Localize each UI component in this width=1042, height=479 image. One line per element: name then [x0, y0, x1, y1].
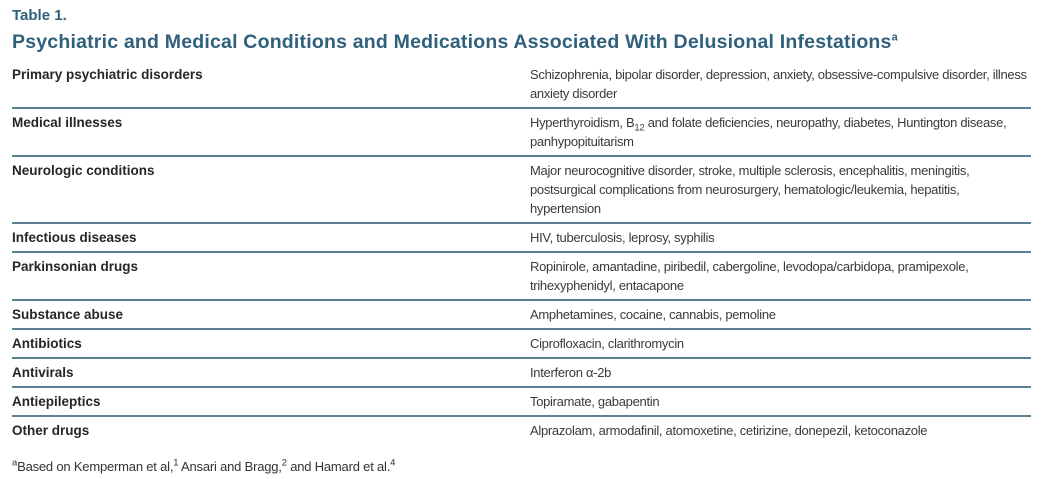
row-details [530, 421, 1030, 440]
row-category: Infectious diseases [12, 230, 137, 245]
title-footnote-marker: a [891, 31, 898, 44]
row-category: Primary psychiatric disorders [12, 67, 203, 82]
row-category: Antivirals [12, 365, 74, 380]
row-details [530, 65, 1030, 103]
table-row [12, 224, 1031, 253]
text-segment: Based on Kemperman et al, [17, 459, 174, 474]
table-body [12, 61, 1031, 444]
table-title [12, 30, 1031, 55]
row-details [530, 363, 1030, 382]
table-footnote [12, 458, 1031, 479]
sup-segment: 2 [281, 457, 287, 469]
row-category: Parkinsonian drugs [12, 259, 139, 274]
row-details [530, 257, 1030, 295]
text-segment: Interferon α-2b [530, 365, 612, 380]
text-segment: HIV, tuberculosis, leprosy, syphilis [530, 230, 715, 245]
table-row [12, 359, 1031, 388]
table-row [12, 417, 1031, 444]
text-segment: Amphetamines, cocaine, cannabis, pemoline [530, 307, 776, 322]
sub-segment: 12 [634, 122, 645, 134]
row-details [530, 305, 1030, 324]
table-row [12, 330, 1031, 359]
table-row [12, 61, 1031, 109]
text-segment: Hyperthyroidism, B [530, 115, 635, 130]
text-segment: Alprazolam, armodafinil, atomoxetine, cetirizine, donepezil, ketoconazole [530, 423, 928, 438]
row-details [530, 161, 1030, 218]
table-title-text: Psychiatric and Medical Conditions and Medications Associated With Delusional Infestations [12, 31, 892, 53]
table-row [12, 253, 1031, 301]
text-segment: and Hamard et al. [286, 459, 391, 474]
text-segment: Topiramate, gabapentin [530, 394, 660, 409]
sup-segment: 1 [173, 457, 179, 469]
table-row [12, 109, 1031, 157]
text-segment: Ciprofloxacin, clarithromycin [530, 336, 684, 351]
table-label: Table 1. [12, 7, 67, 24]
text-segment: Ansari and Bragg, [178, 459, 282, 474]
row-details [530, 334, 1030, 353]
table-row [12, 301, 1031, 330]
sup-segment: a [12, 457, 18, 469]
row-details [530, 228, 1030, 247]
row-category: Antibiotics [12, 336, 82, 351]
row-category: Neurologic conditions [12, 163, 155, 178]
text-segment: Ropinirole, amantadine, piribedil, cabergoline, levodopa/carbidopa, pramipexole, trihexyphenidyl, entacapone [530, 259, 969, 293]
row-category: Antiepileptics [12, 394, 101, 409]
row-category: Substance abuse [12, 307, 124, 322]
text-segment: and folate deficiencies, neuropathy, diabetes, Huntington disease, panhypopituitarism [530, 115, 1007, 149]
row-category: Medical illnesses [12, 115, 123, 130]
text-segment: Major neurocognitive disorder, stroke, multiple sclerosis, encephalitis, meningitis, postsurgical complications from neurosurgery, hematologic/leukemia, hepatitis, hypertension [530, 163, 970, 216]
text-segment: Schizophrenia, bipolar disorder, depression, anxiety, obsessive-compulsive disorder, illness anxiety disorder [530, 67, 1027, 101]
row-details [530, 113, 1030, 151]
row-details [530, 392, 1030, 411]
table-row [12, 157, 1031, 224]
sup-segment: 4 [390, 457, 396, 469]
row-category: Other drugs [12, 423, 90, 438]
table-row [12, 388, 1031, 417]
